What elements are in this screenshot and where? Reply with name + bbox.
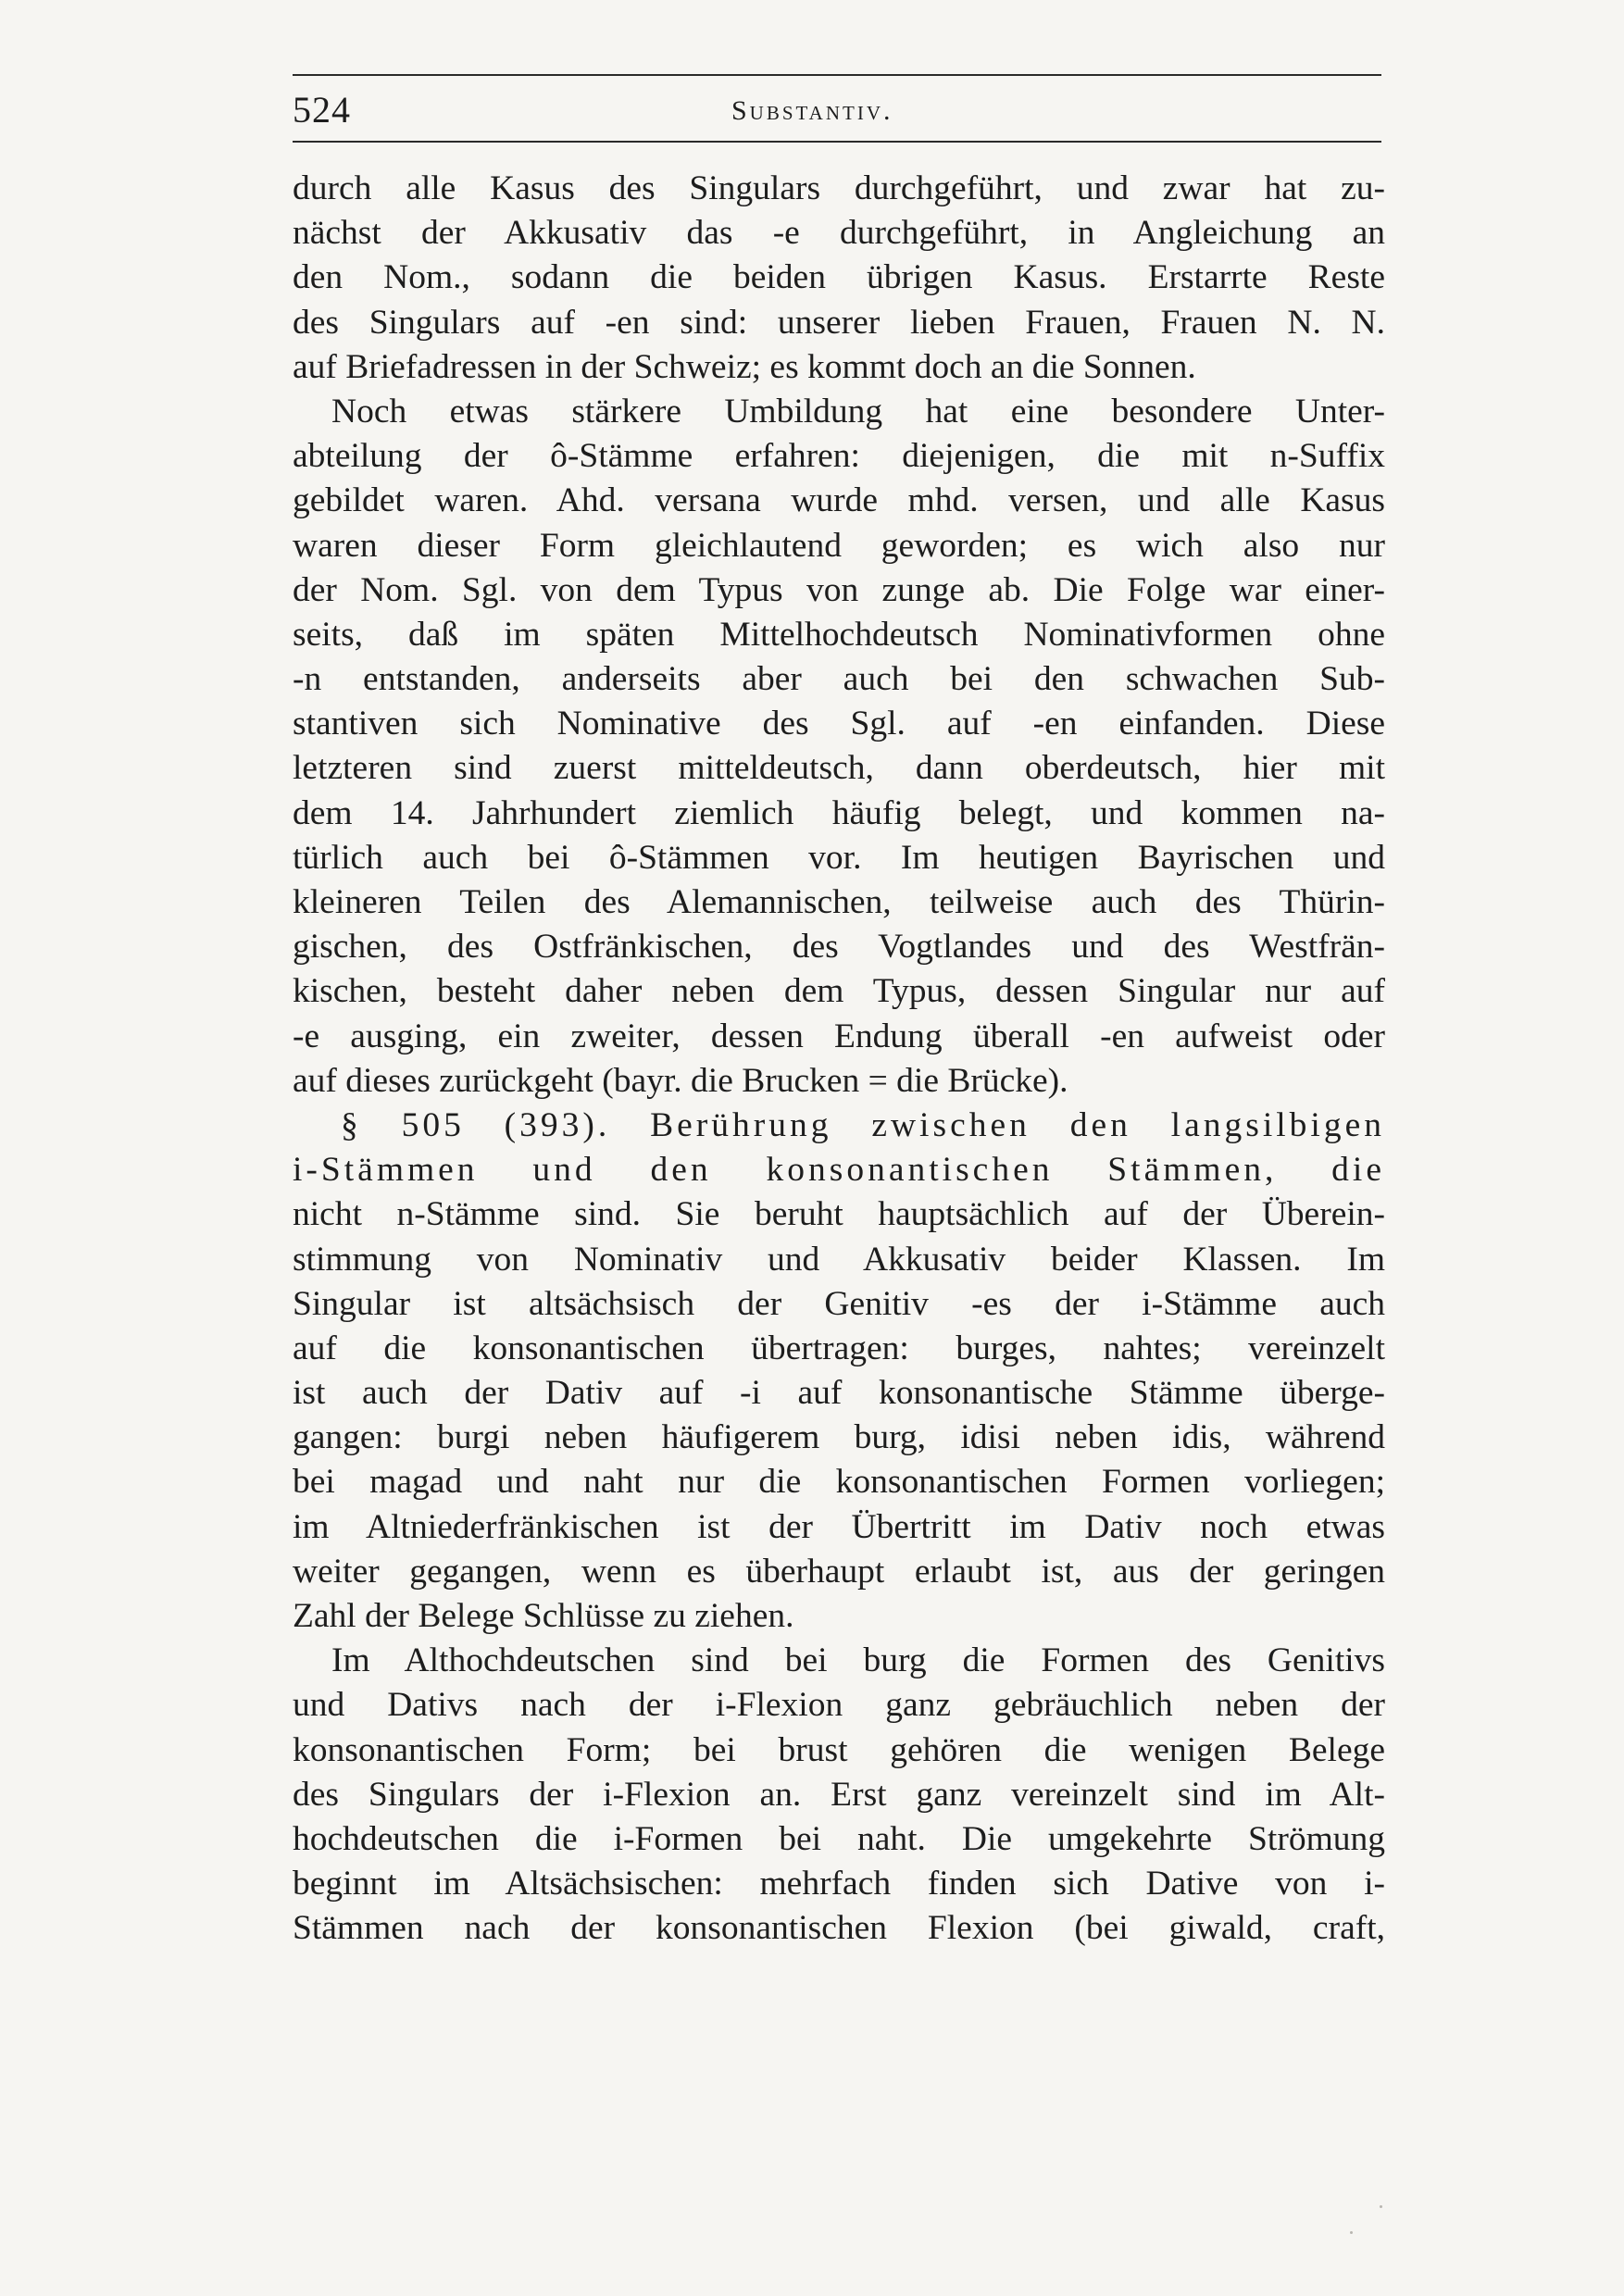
text-line: konsonantischen Form; bei brust gehören die wenigen Belege — [293, 1730, 1385, 1769]
text-line: den Nom., sodann die beiden übrigen Kasus. Erstarrte Reste — [293, 258, 1385, 297]
section-heading-line: § 505 (393). Berührung zwischen den langsilbigen — [341, 1105, 1385, 1144]
text-line: abteilung der ô-Stämme erfahren: diejenigen, die mit n-Suffix — [293, 437, 1385, 476]
text-line: gischen, des Ostfränkischen, des Vogtlandes und des Westfrän- — [293, 928, 1385, 967]
text-line: kleineren Teilen des Alemannischen, teilweise auch des Thürin- — [293, 883, 1385, 921]
text-line: hochdeutschen die i-Formen bei naht. Die umgekehrte Strömung — [293, 1819, 1385, 1858]
text-line: gangen: burgi neben häufigerem burg, idisi neben idis, während — [293, 1418, 1385, 1457]
text-line: kischen, besteht daher neben dem Typus, dessen Singular nur auf — [293, 972, 1385, 1011]
text-line: auf dieses zurückgeht (bayr. die Brucken = die Brücke). — [293, 1061, 1068, 1100]
text-line: stantiven sich Nominative des Sgl. auf -en einfanden. Diese — [293, 705, 1385, 743]
text-line: durch alle Kasus des Singulars durchgeführt, und zwar hat zu- — [293, 169, 1385, 207]
paper-speck — [1350, 2231, 1353, 2234]
text-line: türlich auch bei ô-Stämmen vor. Im heutigen Bayrischen und — [293, 838, 1385, 877]
header-rule-bottom — [293, 141, 1381, 143]
header-rule-top — [293, 74, 1381, 76]
text-line: seits, daß im späten Mittelhochdeutsch Nominativformen ohne — [293, 615, 1385, 654]
text-line: dem 14. Jahrhundert ziemlich häufig belegt, und kommen na- — [293, 793, 1385, 832]
text-line: Stämmen nach der konsonantischen Flexion (bei giwald, craft, — [293, 1909, 1385, 1948]
text-line: bei magad und naht nur die konsonantischen Formen vorliegen; — [293, 1463, 1385, 1502]
paper-speck — [1380, 2205, 1382, 2208]
text-line: der Nom. Sgl. von dem Typus von zunge ab. Die Folge war einer- — [293, 570, 1385, 609]
text-line: Zahl der Belege Schlüsse zu ziehen. — [293, 1597, 794, 1635]
text-line: letzteren sind zuerst mitteldeutsch, dann oberdeutsch, hier mit — [293, 749, 1385, 788]
text-line: beginnt im Altsächsischen: mehrfach finden sich Dative von i- — [293, 1865, 1385, 1903]
text-line: stimmung von Nominativ und Akkusativ beider Klassen. Im — [293, 1240, 1385, 1279]
text-line: gebildet waren. Ahd. versana wurde mhd. versen, und alle Kasus — [293, 481, 1385, 520]
page-number: 524 — [293, 89, 351, 131]
text-line: weiter gegangen, wenn es überhaupt erlaubt ist, aus der geringen — [293, 1552, 1385, 1591]
text-line: -e ausging, ein zweiter, dessen Endung überall -en aufweist oder — [293, 1017, 1385, 1055]
text-line: ist auch der Dativ auf -i auf konsonantische Stämme überge- — [293, 1374, 1385, 1413]
text-line: auf die konsonantischen übertragen: burges, nahtes; vereinzelt — [293, 1329, 1385, 1367]
text-line: auf Briefadressen in der Schweiz; es kommt doch an die Sonnen. — [293, 347, 1196, 386]
section-heading-line: i-Stämmen und den konsonantischen Stämmen, die — [293, 1151, 1385, 1190]
text-line: im Altniederfränkischen ist der Übertritt im Dativ noch etwas — [293, 1507, 1385, 1546]
running-head: Substantiv. — [731, 95, 893, 126]
text-line: nächst der Akkusativ das -e durchgeführt, in Angleichung an — [293, 214, 1385, 253]
text-line: des Singulars der i-Flexion an. Erst ganz vereinzelt sind im Alt- — [293, 1775, 1385, 1814]
text-line: -n entstanden, anderseits aber auch bei den schwachen Sub- — [293, 660, 1385, 699]
paragraph-start-line: Im Althochdeutschen sind bei burg die Formen des Genitivs — [331, 1641, 1385, 1680]
text-line: nicht n-Stämme sind. Sie beruht hauptsächlich auf der Überein- — [293, 1195, 1385, 1234]
text-line: Singular ist altsächsisch der Genitiv -es der i-Stämme auch — [293, 1284, 1385, 1323]
text-line: waren dieser Form gleichlautend geworden; es wich also nur — [293, 526, 1385, 565]
text-line: des Singulars auf -en sind: unserer lieben Frauen, Frauen N. N. — [293, 303, 1385, 342]
paragraph-start-line: Noch etwas stärkere Umbildung hat eine besondere Unter- — [331, 392, 1385, 430]
text-line: und Dativs nach der i-Flexion ganz gebräuchlich neben der — [293, 1686, 1385, 1725]
body-text — [293, 167, 1385, 1952]
